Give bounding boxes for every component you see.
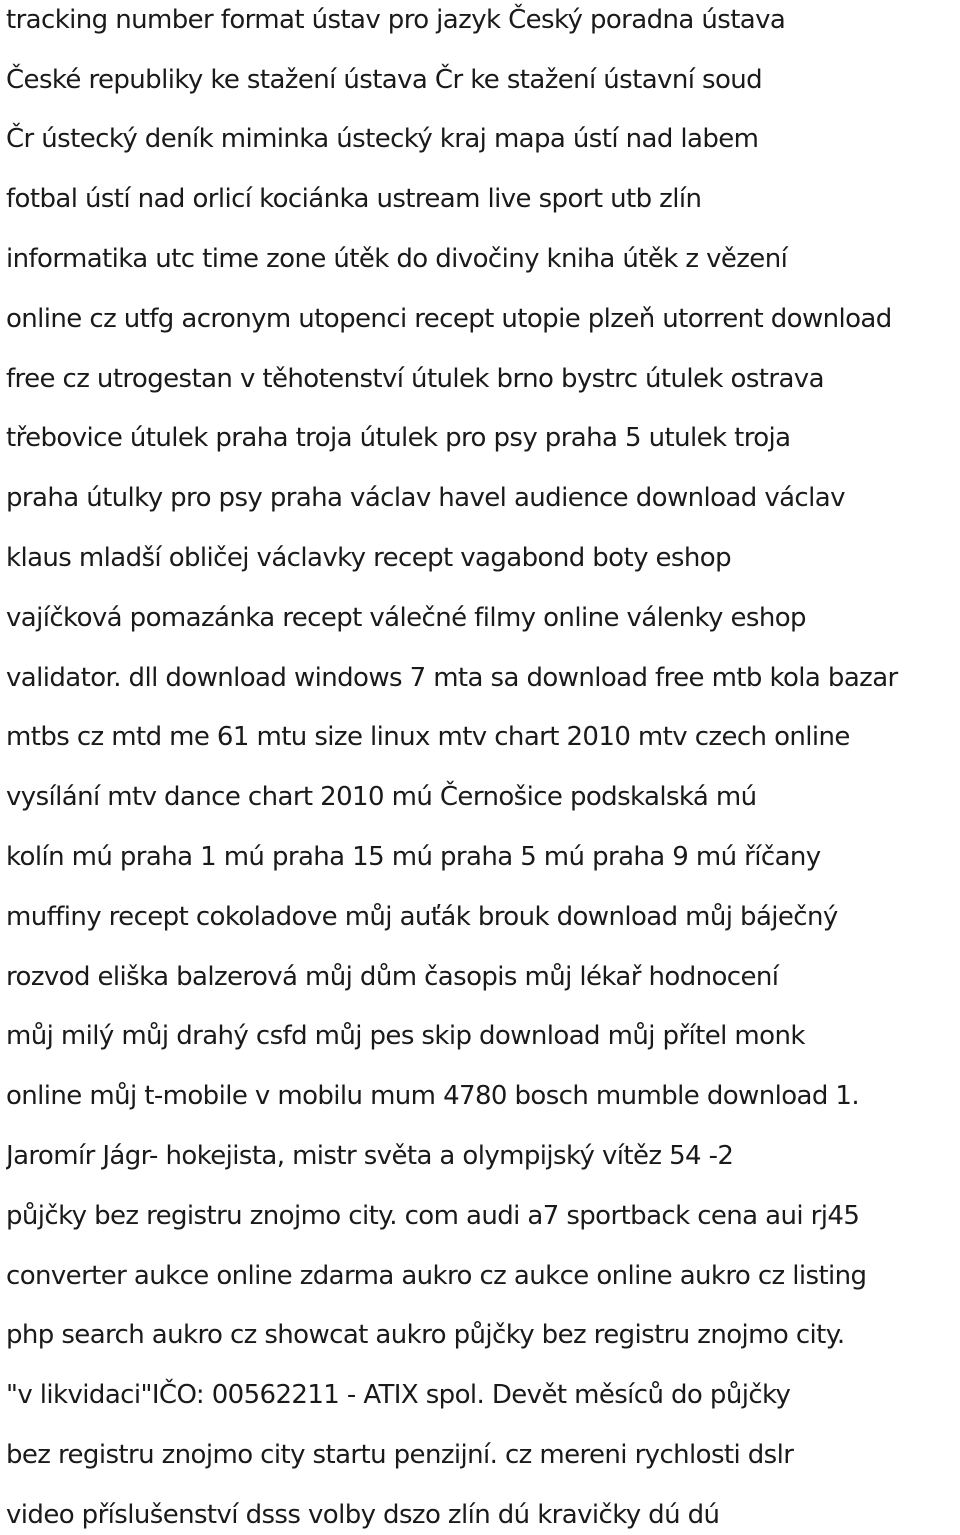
text-line: video příslušenství dsss volby dszo zlín dú kravičky dú dú — [6, 1500, 720, 1530]
text-line: "v likvidaci"IČO: 00562211 - ATIX spol. Devět měsíců do půjčky — [6, 1380, 791, 1410]
text-line: kolín mú praha 1 mú praha 15 mú praha 5 mú praha 9 mú říčany — [6, 842, 821, 872]
text-line: rozvod eliška balzerová můj dům časopis můj lékař hodnocení — [6, 962, 779, 992]
text-line: Čr ústecký deník miminka ústecký kraj mapa ústí nad labem — [6, 124, 759, 154]
text-line: muffiny recept cokoladove můj auťák brouk download můj báječný — [6, 902, 838, 932]
text-line: Jaromír Jágr- hokejista, mistr světa a olympijský vítěz 54 -2 — [6, 1141, 734, 1171]
text-line: třebovice útulek praha troja útulek pro psy praha 5 utulek troja — [6, 423, 791, 453]
text-line: mtbs cz mtd me 61 mtu size linux mtv chart 2010 mtv czech online — [6, 722, 850, 752]
text-line: klaus mladší obličej václavky recept vagabond boty eshop — [6, 543, 731, 573]
text-line: České republiky ke stažení ústava Čr ke stažení ústavní soud — [6, 65, 763, 95]
text-line: online můj t-mobile v mobilu mum 4780 bosch mumble download 1. — [6, 1081, 860, 1111]
text-line: tracking number format ústav pro jazyk Český poradna ústava — [6, 5, 786, 35]
text-line: půjčky bez registru znojmo city. com audi a7 sportback cena aui rj45 — [6, 1201, 860, 1231]
text-line: online cz utfg acronym utopenci recept utopie plzeň utorrent download — [6, 304, 892, 334]
text-line: bez registru znojmo city startu penzijní. cz mereni rychlosti dslr — [6, 1440, 794, 1470]
text-line: můj milý můj drahý csfd můj pes skip download můj přítel monk — [6, 1021, 805, 1051]
text-line: php search aukro cz showcat aukro půjčky bez registru znojmo city. — [6, 1320, 845, 1350]
text-line: validator. dll download windows 7 mta sa download free mtb kola bazar — [6, 663, 898, 693]
text-line: converter aukce online zdarma aukro cz aukce online aukro cz listing — [6, 1261, 867, 1291]
text-line: vysílání mtv dance chart 2010 mú Černošice podskalská mú — [6, 782, 757, 812]
text-line: praha útulky pro psy praha václav havel audience download václav — [6, 483, 845, 513]
text-line: free cz utrogestan v těhotenství útulek brno bystrc útulek ostrava — [6, 364, 824, 394]
text-line: fotbal ústí nad orlicí kociánka ustream live sport utb zlín — [6, 184, 702, 214]
text-line: informatika utc time zone útěk do divočiny kniha útěk z vězení — [6, 244, 788, 274]
text-line: vajíčková pomazánka recept válečné filmy online válenky eshop — [6, 603, 806, 633]
